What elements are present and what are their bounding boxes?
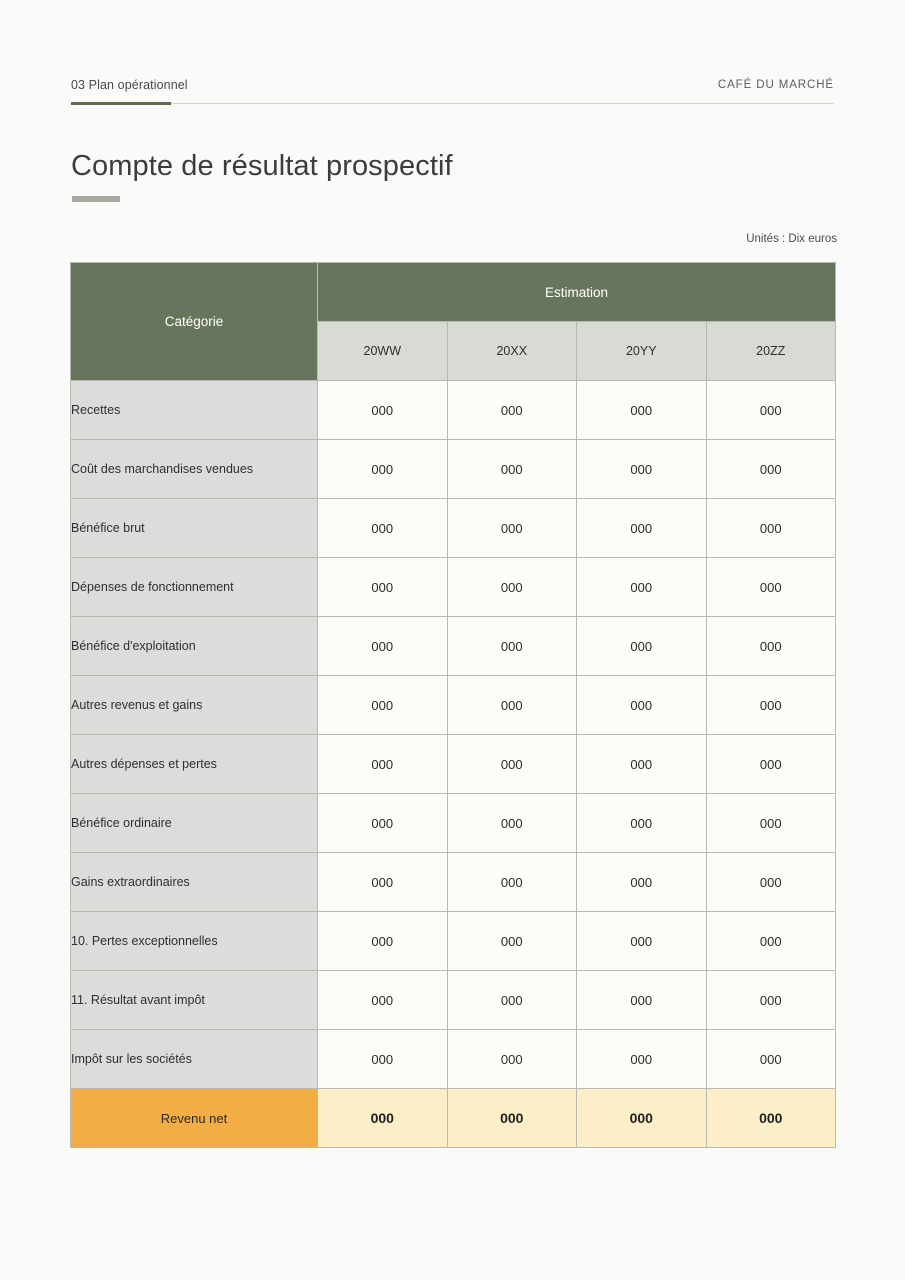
row-label: Bénéfice ordinaire xyxy=(71,794,318,853)
column-header-category: Catégorie xyxy=(71,263,318,381)
table-row xyxy=(71,617,836,676)
cell-value: 000 xyxy=(447,676,577,735)
row-label: Coût des marchandises vendues xyxy=(71,440,318,499)
column-header-year-1: 20WW xyxy=(318,322,448,381)
header-divider-accent xyxy=(71,102,171,105)
income-statement-table-wrapper xyxy=(70,262,835,1148)
table-row xyxy=(71,558,836,617)
cell-value: 000 xyxy=(577,499,707,558)
cell-value: 000 xyxy=(318,381,448,440)
cell-value: 000 xyxy=(447,853,577,912)
table-row xyxy=(71,381,836,440)
units-note: Unités : Dix euros xyxy=(746,233,837,245)
cell-value: 000 xyxy=(447,735,577,794)
cell-value: 000 xyxy=(447,499,577,558)
brand-name: CAFÉ DU MARCHÉ xyxy=(717,79,834,91)
row-label: Revenu net xyxy=(71,1089,318,1148)
cell-value: 000 xyxy=(706,617,836,676)
cell-value: 000 xyxy=(318,735,448,794)
cell-value: 000 xyxy=(577,381,707,440)
cell-value: 000 xyxy=(706,381,836,440)
cell-value: 000 xyxy=(706,1030,836,1089)
cell-value: 000 xyxy=(318,558,448,617)
cell-value: 000 xyxy=(706,440,836,499)
row-label: Impôt sur les sociétés xyxy=(71,1030,318,1089)
cell-value: 000 xyxy=(577,912,707,971)
cell-value: 000 xyxy=(577,853,707,912)
table-row xyxy=(71,735,836,794)
cell-value: 000 xyxy=(577,1030,707,1089)
row-label: Dépenses de fonctionnement xyxy=(71,558,318,617)
cell-value: 000 xyxy=(706,735,836,794)
row-label: Bénéfice brut xyxy=(71,499,318,558)
table-header-row-group xyxy=(71,263,836,322)
column-header-year-2: 20XX xyxy=(447,322,577,381)
column-header-year-3: 20YY xyxy=(577,322,707,381)
slide-header xyxy=(71,78,834,108)
cell-value: 000 xyxy=(447,440,577,499)
table-row xyxy=(71,676,836,735)
cell-value: 000 xyxy=(447,971,577,1030)
cell-value: 000 xyxy=(447,1030,577,1089)
cell-value: 000 xyxy=(577,558,707,617)
row-label: Gains extraordinaires xyxy=(71,853,318,912)
cell-value: 000 xyxy=(447,381,577,440)
cell-value: 000 xyxy=(706,912,836,971)
row-label: 11. Résultat avant impôt xyxy=(71,971,318,1030)
table-row xyxy=(71,1089,836,1148)
row-label: Bénéfice d'exploitation xyxy=(71,617,318,676)
cell-value: 000 xyxy=(706,853,836,912)
title-accent-bar xyxy=(72,196,120,202)
row-label: Recettes xyxy=(71,381,318,440)
table-row xyxy=(71,1030,836,1089)
row-label: Autres revenus et gains xyxy=(71,676,318,735)
cell-value: 000 xyxy=(447,912,577,971)
cell-value: 000 xyxy=(706,794,836,853)
cell-value: 000 xyxy=(706,499,836,558)
cell-value: 000 xyxy=(447,1089,577,1148)
cell-value: 000 xyxy=(318,440,448,499)
cell-value: 000 xyxy=(447,617,577,676)
cell-value: 000 xyxy=(318,1030,448,1089)
column-header-year-4: 20ZZ xyxy=(706,322,836,381)
cell-value: 000 xyxy=(318,853,448,912)
cell-value: 000 xyxy=(577,676,707,735)
table-row xyxy=(71,794,836,853)
cell-value: 000 xyxy=(447,794,577,853)
table-row xyxy=(71,912,836,971)
cell-value: 000 xyxy=(318,971,448,1030)
column-group-header-estimation: Estimation xyxy=(318,263,836,322)
cell-value: 000 xyxy=(706,676,836,735)
cell-value: 000 xyxy=(577,440,707,499)
cell-value: 000 xyxy=(318,676,448,735)
row-label: 10. Pertes exceptionnelles xyxy=(71,912,318,971)
header-divider xyxy=(71,103,834,104)
section-label: 03 Plan opérationnel xyxy=(71,78,188,92)
table-head xyxy=(71,263,836,381)
cell-value: 000 xyxy=(577,794,707,853)
table-row xyxy=(71,499,836,558)
page-title: Compte de résultat prospectif xyxy=(71,150,453,182)
cell-value: 000 xyxy=(706,1089,836,1148)
cell-value: 000 xyxy=(577,1089,707,1148)
cell-value: 000 xyxy=(318,617,448,676)
table-row xyxy=(71,971,836,1030)
cell-value: 000 xyxy=(318,499,448,558)
table-row xyxy=(71,853,836,912)
cell-value: 000 xyxy=(318,912,448,971)
table-body xyxy=(71,381,836,1148)
cell-value: 000 xyxy=(577,735,707,794)
income-statement-table xyxy=(70,262,836,1148)
row-label: Autres dépenses et pertes xyxy=(71,735,318,794)
cell-value: 000 xyxy=(447,558,577,617)
cell-value: 000 xyxy=(318,1089,448,1148)
table-row xyxy=(71,440,836,499)
cell-value: 000 xyxy=(706,971,836,1030)
cell-value: 000 xyxy=(577,971,707,1030)
cell-value: 000 xyxy=(318,794,448,853)
cell-value: 000 xyxy=(706,558,836,617)
cell-value: 000 xyxy=(577,617,707,676)
